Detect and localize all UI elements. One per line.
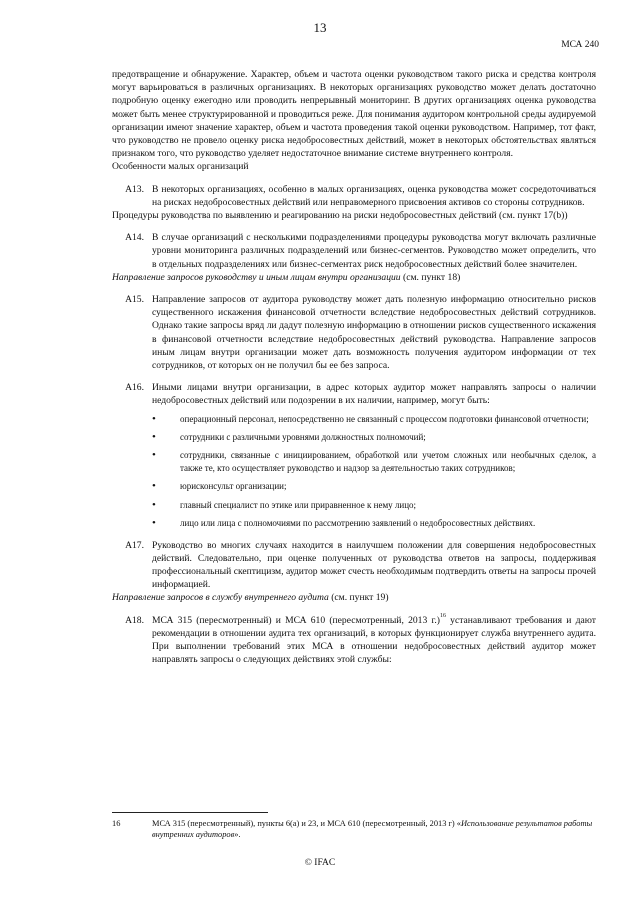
paragraph-a13 (112, 183, 596, 209)
bullet-icon: • (152, 480, 156, 493)
list-item (152, 449, 596, 474)
paragraph-text-part: устанавливают требования и дают рекомендации в отношении аудита тех организаций, в которых функционирует служба внутреннего аудита. При выполнении требований этих МСА в отношении недобросовестных действий аудитор может направлять запросы о следующих действиях этой службы: (152, 614, 596, 666)
paragraph-a17 (112, 539, 596, 592)
bullet-icon: • (152, 431, 156, 444)
paragraph-a15 (112, 293, 596, 372)
bullet-list (152, 413, 596, 530)
list-item (152, 431, 596, 443)
heading-small-entities: Особенности малых организаций (112, 161, 249, 173)
list-item-text: главный специалист по этике или приравненное к нему лицо; (180, 499, 417, 510)
heading-reference: (см. пункт 18) (400, 271, 461, 283)
list-item (152, 517, 596, 529)
page-number: 13 (313, 20, 327, 35)
paragraph-number: A14. (125, 232, 144, 244)
paragraph-a16 (112, 381, 596, 407)
footnote-marker[interactable]: 16 (439, 612, 446, 619)
paragraph-number: A17. (125, 539, 144, 551)
bullet-icon: • (152, 517, 156, 530)
standard-code: МСА 240 (561, 40, 599, 50)
heading-management-procedures: Процедуры руководства по выявлению и реагированию на риски недобросовестных действий (см. пункт 17(b)) (112, 210, 568, 222)
list-item (152, 480, 596, 492)
list-item (152, 499, 596, 511)
footnote-italic-title: Использование результатов работы внутренних аудиторов (152, 819, 593, 840)
paragraph-number: A18. (125, 614, 144, 626)
list-item-text: юрисконсульт организации; (180, 481, 287, 492)
heading-reference: (см. пункт 19) (328, 592, 389, 604)
heading-internal-audit (112, 591, 596, 604)
list-item (152, 413, 596, 425)
list-item-text: сотрудники с различными уровнями должностных полномочий; (180, 432, 426, 443)
paragraph-text: В некоторых организациях, особенно в малых организациях, оценка руководства может сосредоточиваться на рисках недобросовестных действий или неправомерного присвоения активов со стороны сотрудников. (152, 183, 596, 208)
footnote-number: 16 (112, 819, 121, 828)
paragraph-number: A16. (125, 382, 144, 394)
heading-italic-part: Направление запросов в службу внутреннего аудита (112, 592, 329, 604)
footnote-text-end: ». (234, 830, 241, 840)
footnote (112, 818, 596, 841)
heading-italic-part: Направление запросов руководству и иным лицам внутри организации (112, 271, 401, 283)
heading-inquiries (112, 271, 596, 284)
paragraph-text: В случае организаций с несколькими подразделениями процедуры руководства могут включать различные уровни мониторинга различных подразделений или бизнес-сегментов. Руководство может определить, что в отдельных подразделениях или бизнес-сегментах риск недобросовестных действий более значителен. (152, 232, 596, 270)
list-item-text: сотрудники, связанные с инициированием, обработкой или учетом сложных или необычных сделок, а также те, кто осуществляет руководство и надзор за деятельностью таких сотрудников; (180, 450, 596, 473)
footnote-text-part: МСА 315 (пересмотренный), пункты 6(а) и 23, и МСА 610 (пересмотренный, 2013 г) « (152, 819, 461, 828)
paragraph-number: A13. (125, 183, 144, 195)
bullet-icon: • (152, 498, 156, 511)
paragraph-number: A15. (125, 294, 144, 306)
footnote-divider (112, 812, 268, 813)
list-item-text: лицо или лица с полномочиями по рассмотрению заявлений о недобросовестных действиях. (180, 518, 536, 529)
paragraph-text: Иными лицами внутри организации, в адрес которых аудитор может направлять запросы о наличии недобросовестных действий или подозрении в их наличии, например, могут быть: (152, 382, 596, 407)
bullet-icon: • (152, 412, 156, 425)
footnote-text (152, 818, 596, 841)
page-footer: © IFAC (304, 858, 336, 868)
paragraph-text: Руководство во многих случаях находится в наилучшем положении для совершения недобросовестных действий. Следовательно, при оценке полученных от руководства ответов на запросы, поддерживая профессиональный скептицизм, аудитор может счесть необходимым подтвердить ответы на запросы прочей информацией. (152, 539, 596, 591)
paragraph-text (152, 614, 596, 667)
bullet-icon: • (152, 449, 156, 462)
intro-paragraph: предотвращение и обнаружение. Характер, объем и частота оценки руководством такого риска и средства контроля могут варьироваться в различных организациях. В некоторых организациях руководство может делать достаточно подробную оценку ежегодно или проводить непрерывный мониторинг. В других организациях оценка руководства может быть менее структурированной и проводиться реже. Для понимания аудитором контрольной среды аудируемой организации имеют значение характер, объем и частота проведения такой оценки руководством. Например, тот факт, что руководство не провело оценку риска недобросовестных действий, может в некоторых обстоятельствах являться признаком того, что руководство уделяет недостаточное внимание системе внутреннего контроля. (112, 69, 596, 160)
paragraph-text-part: МСА 315 (пересмотренный) и МСА 610 (пересмотренный, 2013 г.) (152, 614, 440, 626)
paragraph-text: Направление запросов от аудитора руководству может дать полезную информацию относительно рисков существенного искажения финансовой отчетности вследствие недобросовестных действий сотрудников. Однако такие запросы вряд ли дадут полезную информацию в отношении рисков существенного искажения в финансовой отчетности вследствие недобросовестных действий руководства. Направление запросов иным лицам внутри организации может дать возможность получения аудитором информации от тех сотрудников, от которых он не получил бы ее без запроса. (152, 294, 596, 372)
list-item-text: операционный персонал, непосредственно не связанный с процессом подготовки финансовой отчетности; (180, 413, 589, 424)
paragraph-a14 (112, 231, 596, 271)
paragraph-a18 (112, 614, 596, 667)
document-body (112, 68, 596, 666)
